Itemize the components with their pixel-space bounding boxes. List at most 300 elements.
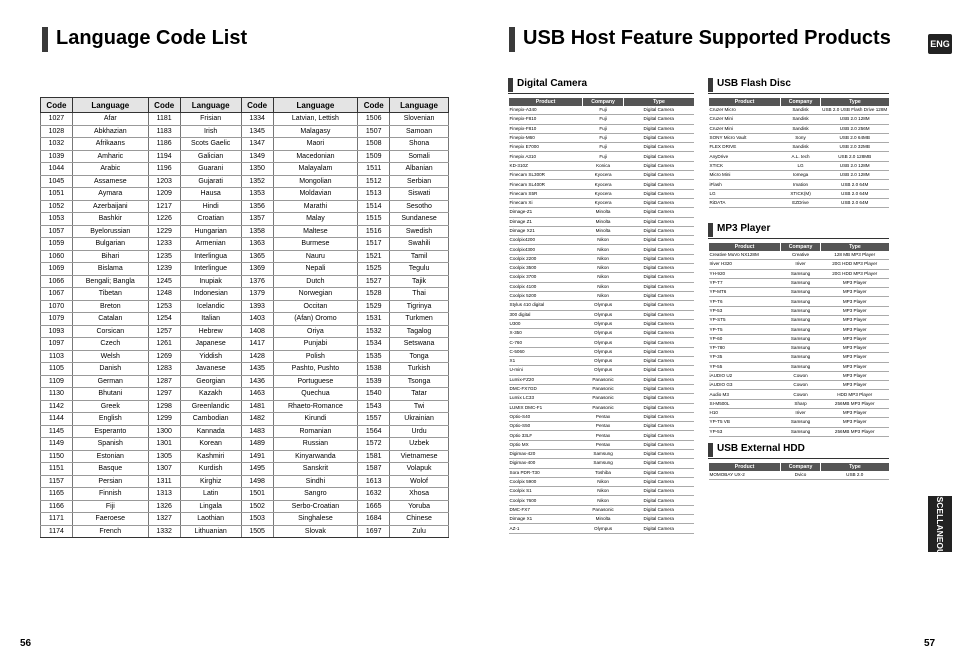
- code-cell: 1697: [358, 525, 390, 538]
- language-cell: Malagasy: [273, 125, 358, 138]
- code-cell: 1239: [148, 263, 180, 276]
- product-cell: Coolpix 2200: [509, 254, 583, 263]
- table-row: [41, 413, 449, 426]
- product-cell: Creative MuVo NX128M: [709, 251, 781, 260]
- language-cell: Spanish: [72, 438, 148, 451]
- company-cell: Toshiba: [583, 468, 624, 477]
- product-cell: X-350: [509, 329, 583, 338]
- table-row: [509, 180, 695, 189]
- language-cell: Italian: [180, 313, 241, 326]
- company-cell: Olympus: [583, 357, 624, 366]
- product-cell: Optio-S40: [509, 412, 583, 421]
- code-cell: 1233: [148, 238, 180, 251]
- type-cell: 256MB MP3 Player: [820, 427, 889, 436]
- table-row: [41, 113, 449, 126]
- language-cell: Uzbek: [390, 438, 449, 451]
- column-header: Product: [509, 98, 583, 106]
- table-row: [509, 198, 695, 207]
- language-cell: Nauru: [273, 250, 358, 263]
- company-cell: Olympus: [583, 338, 624, 347]
- code-cell: 1028: [41, 125, 73, 138]
- type-cell: Digital Camera: [623, 171, 694, 180]
- code-cell: 1307: [148, 463, 180, 476]
- product-cell: Iriver H320: [709, 260, 781, 269]
- language-cell: Tonga: [390, 350, 449, 363]
- company-cell: Samsung: [781, 418, 821, 427]
- type-cell: MP3 Player: [820, 418, 889, 427]
- product-cell: XTICK: [709, 161, 781, 170]
- table-row: [509, 459, 695, 468]
- company-cell: Samsung: [781, 362, 821, 371]
- code-cell: 1503: [241, 513, 273, 526]
- company-cell: Samsung: [781, 269, 821, 278]
- company-cell: Nikon: [583, 245, 624, 254]
- language-cell: Kazakh: [180, 388, 241, 401]
- type-cell: Digital Camera: [623, 301, 694, 310]
- company-cell: Nikon: [583, 273, 624, 282]
- company-cell: Kyocera: [583, 189, 624, 198]
- code-cell: 1557: [358, 413, 390, 426]
- language-cell: Breton: [72, 300, 148, 313]
- table-row: [709, 251, 890, 260]
- company-cell: Fuji: [583, 143, 624, 152]
- type-cell: 128 MB MP3 Player: [820, 251, 889, 260]
- language-cell: Welsh: [72, 350, 148, 363]
- table-row: [709, 353, 890, 362]
- company-cell: Fuji: [583, 133, 624, 142]
- product-cell: YP-35: [709, 353, 781, 362]
- product-table-header: [709, 463, 890, 471]
- type-cell: USB 2.0 128M: [820, 115, 889, 124]
- product-cell: DMC-FX7: [509, 505, 583, 514]
- product-cell: Dimage X21: [509, 226, 583, 235]
- type-cell: Digital Camera: [623, 310, 694, 319]
- table-row: [41, 350, 449, 363]
- code-cell: 1358: [241, 225, 273, 238]
- type-cell: Digital Camera: [623, 198, 694, 207]
- code-cell: 1299: [148, 413, 180, 426]
- code-cell: 1508: [358, 138, 390, 151]
- product-cell: iAUDIO G3: [709, 381, 781, 390]
- language-cell: Catalan: [72, 313, 148, 326]
- language-cell: Greek: [72, 400, 148, 413]
- language-cell: Interlingua: [180, 250, 241, 263]
- product-cell: Optio 33LF: [509, 431, 583, 440]
- language-cell: Xhosa: [390, 488, 449, 501]
- code-cell: 1521: [358, 250, 390, 263]
- product-cell: AZ-1: [509, 524, 583, 533]
- table-row: [509, 319, 695, 328]
- section-title: MP3 Player: [717, 223, 771, 234]
- table-row: [41, 163, 449, 176]
- code-cell: 1311: [148, 475, 180, 488]
- language-cell: Tsonga: [390, 375, 449, 388]
- table-row: [709, 390, 890, 399]
- product-cell: Finecam Xi: [509, 198, 583, 207]
- company-cell: Panasonic: [583, 505, 624, 514]
- code-cell: 1269: [148, 350, 180, 363]
- table-row: [709, 381, 890, 390]
- language-cell: Shona: [390, 138, 449, 151]
- language-cell: Wolof: [390, 475, 449, 488]
- product-table: [708, 463, 889, 480]
- type-cell: Digital Camera: [623, 319, 694, 328]
- table-row: [41, 475, 449, 488]
- code-cell: 1209: [148, 188, 180, 201]
- code-cell: 1070: [41, 300, 73, 313]
- language-cell: Interlingue: [180, 263, 241, 276]
- product-cell: Coolpix4300: [509, 245, 583, 254]
- language-cell: Burmese: [273, 238, 358, 251]
- code-cell: 1540: [358, 388, 390, 401]
- column-header: Company: [781, 463, 821, 471]
- company-cell: Dvico: [781, 471, 821, 480]
- table-row: [709, 325, 890, 334]
- company-cell: Imation: [781, 180, 821, 189]
- language-cell: Assamese: [72, 175, 148, 188]
- company-cell: Fuji: [583, 106, 624, 115]
- code-cell: 1514: [358, 200, 390, 213]
- table-row: [509, 171, 695, 180]
- product-cell: Cruzer Mini: [709, 115, 781, 124]
- code-cell: 1363: [241, 238, 273, 251]
- table-row: [709, 161, 890, 170]
- column-header: Company: [583, 98, 624, 106]
- table-row: [41, 463, 449, 476]
- code-cell: 1144: [41, 413, 73, 426]
- code-cell: 1498: [241, 475, 273, 488]
- table-row: [709, 133, 890, 142]
- code-cell: 1505: [241, 525, 273, 538]
- eng-badge: ENG: [928, 34, 952, 54]
- language-cell: Kashmiri: [180, 450, 241, 463]
- table-row: [709, 427, 890, 436]
- table-row: [509, 505, 695, 514]
- code-cell: 1527: [358, 275, 390, 288]
- code-cell: 1261: [148, 338, 180, 351]
- table-row: [41, 325, 449, 338]
- digital-camera-section: [508, 77, 694, 534]
- company-cell: Panasonic: [583, 403, 624, 412]
- product-cell: Finecam SL400R: [509, 180, 583, 189]
- product-cell: Digimax-420: [509, 449, 583, 458]
- type-cell: Digital Camera: [623, 133, 694, 142]
- code-cell: 1379: [241, 288, 273, 301]
- company-cell: Sandisk: [781, 124, 821, 133]
- code-cell: 1513: [358, 188, 390, 201]
- company-cell: XTICK(M): [781, 189, 821, 198]
- type-cell: Digital Camera: [623, 226, 694, 235]
- language-cell: Tibetan: [72, 288, 148, 301]
- column-header: Product: [709, 463, 781, 471]
- language-cell: Byelorussian: [72, 225, 148, 238]
- language-cell: Sundanese: [390, 213, 449, 226]
- table-row: [509, 143, 695, 152]
- code-cell: 1287: [148, 375, 180, 388]
- table-row: [509, 440, 695, 449]
- product-cell: Finecam S5R: [509, 189, 583, 198]
- language-cell: Frisian: [180, 113, 241, 126]
- language-cell: Korean: [180, 438, 241, 451]
- product-cell: Dimage X1: [509, 515, 583, 524]
- company-cell: Cowon: [781, 390, 821, 399]
- table-row: [709, 297, 890, 306]
- code-cell: 1060: [41, 250, 73, 263]
- product-cell: SONY Micro Vault: [709, 133, 781, 142]
- language-cell: Bashkir: [72, 213, 148, 226]
- table-row: [509, 468, 695, 477]
- code-cell: 1103: [41, 350, 73, 363]
- product-table-header: [709, 243, 890, 251]
- code-cell: 1350: [241, 163, 273, 176]
- code-cell: 1435: [241, 363, 273, 376]
- code-cell: 1229: [148, 225, 180, 238]
- type-cell: Digital Camera: [623, 440, 694, 449]
- language-cell: Setswana: [390, 338, 449, 351]
- type-cell: Digital Camera: [623, 524, 694, 533]
- table-row: [509, 264, 695, 273]
- code-cell: 1145: [41, 425, 73, 438]
- language-cell: Maltese: [273, 225, 358, 238]
- table-row: [709, 371, 890, 380]
- code-cell: 1539: [358, 375, 390, 388]
- language-cell: Kannada: [180, 425, 241, 438]
- product-cell: YP-60: [709, 334, 781, 343]
- code-cell: 1186: [148, 138, 180, 151]
- language-cell: Kinyarwanda: [273, 450, 358, 463]
- language-cell: Occitan: [273, 300, 358, 313]
- product-cell: MOMOBAY UX-2: [709, 471, 781, 480]
- product-table-header: [709, 98, 890, 106]
- table-row: [709, 152, 890, 161]
- code-cell: 1235: [148, 250, 180, 263]
- company-cell: Samsung: [583, 459, 624, 468]
- table-row: [509, 375, 695, 384]
- table-row: [41, 138, 449, 151]
- type-cell: Digital Camera: [623, 180, 694, 189]
- language-cell: English: [72, 413, 148, 426]
- language-cell: Bislama: [72, 263, 148, 276]
- miscellaneous-label: MISCELLANEOUS: [935, 487, 945, 561]
- code-cell: 1482: [241, 413, 273, 426]
- company-cell: Pentax: [583, 412, 624, 421]
- language-cell: Singhalese: [273, 513, 358, 526]
- type-cell: USB 2.0 256M: [820, 124, 889, 133]
- language-cell: Sanskrit: [273, 463, 358, 476]
- language-cell: Russian: [273, 438, 358, 451]
- language-cell: Azerbaijani: [72, 200, 148, 213]
- type-cell: Digital Camera: [623, 208, 694, 217]
- code-cell: 1347: [241, 138, 273, 151]
- type-cell: MP3 Player: [820, 297, 889, 306]
- company-cell: Minolta: [583, 226, 624, 235]
- table-row: [41, 188, 449, 201]
- language-cell: Kirundi: [273, 413, 358, 426]
- language-cell: Bihari: [72, 250, 148, 263]
- type-cell: Digital Camera: [623, 143, 694, 152]
- type-cell: Digital Camera: [623, 375, 694, 384]
- code-cell: 1564: [358, 425, 390, 438]
- language-cell: Cambodian: [180, 413, 241, 426]
- code-cell: 1516: [358, 225, 390, 238]
- product-cell: YP-780: [709, 343, 781, 352]
- code-cell: 1535: [358, 350, 390, 363]
- language-cell: Quechua: [273, 388, 358, 401]
- table-row: [509, 273, 695, 282]
- type-cell: MP3 Player: [820, 334, 889, 343]
- section-title: USB External HDD: [717, 443, 805, 454]
- product-cell: RiDATA: [709, 198, 781, 207]
- code-cell: 1408: [241, 325, 273, 338]
- code-cell: 1052: [41, 200, 73, 213]
- code-cell: 1142: [41, 400, 73, 413]
- table-row: [709, 124, 890, 133]
- language-cell: Hebrew: [180, 325, 241, 338]
- language-cell: Tegulu: [390, 263, 449, 276]
- right-page-title: USB Host Feature Supported Products: [523, 27, 891, 49]
- language-cell: Slovak: [273, 525, 358, 538]
- code-cell: 1353: [241, 188, 273, 201]
- company-cell: Olympus: [583, 329, 624, 338]
- table-row: [509, 422, 695, 431]
- type-cell: Digital Camera: [623, 357, 694, 366]
- code-cell: 1181: [148, 113, 180, 126]
- language-cell: Fiji: [72, 500, 148, 513]
- type-cell: Digital Camera: [623, 394, 694, 403]
- code-cell: 1150: [41, 450, 73, 463]
- type-cell: HDD MP3 Player: [820, 390, 889, 399]
- product-cell: Coolpix 3500: [509, 264, 583, 273]
- table-row: [709, 409, 890, 418]
- code-cell: 1044: [41, 163, 73, 176]
- table-row: [509, 226, 695, 235]
- type-cell: Digital Camera: [623, 273, 694, 282]
- code-cell: 1183: [148, 125, 180, 138]
- company-cell: Konica: [583, 161, 624, 170]
- language-cell: Tamil: [390, 250, 449, 263]
- language-cell: Albanian: [390, 163, 449, 176]
- language-cell: Tatar: [390, 388, 449, 401]
- company-cell: Creative: [781, 251, 821, 260]
- type-cell: USB 2.0 USB Flash Drive 128M: [820, 106, 889, 115]
- code-cell: 1483: [241, 425, 273, 438]
- company-cell: Nikon: [583, 487, 624, 496]
- language-cell: Latvian, Lettish: [273, 113, 358, 126]
- product-cell: LUMIX DMC-F1: [509, 403, 583, 412]
- code-cell: 1105: [41, 363, 73, 376]
- company-cell: Samsung: [781, 297, 821, 306]
- table-row: [41, 225, 449, 238]
- table-row: [41, 525, 449, 538]
- code-cell: 1334: [241, 113, 273, 126]
- table-row: [509, 384, 695, 393]
- code-cell: 1300: [148, 425, 180, 438]
- table-row: [709, 115, 890, 124]
- language-cell: Croatian: [180, 213, 241, 226]
- language-cell: Irish: [180, 125, 241, 138]
- language-cell: Corsican: [72, 325, 148, 338]
- type-cell: Digital Camera: [623, 189, 694, 198]
- code-cell: 1032: [41, 138, 73, 151]
- product-table: [508, 98, 694, 534]
- company-cell: Panasonic: [583, 375, 624, 384]
- table-row: [709, 143, 890, 152]
- company-cell: Sandisk: [781, 106, 821, 115]
- table-row: [41, 288, 449, 301]
- company-cell: Iriver: [781, 260, 821, 269]
- type-cell: MP3 Player: [820, 288, 889, 297]
- table-row: [41, 275, 449, 288]
- table-row: [509, 357, 695, 366]
- company-cell: Cowon: [781, 381, 821, 390]
- code-cell: 1613: [358, 475, 390, 488]
- company-cell: Sony: [781, 133, 821, 142]
- code-cell: 1079: [41, 313, 73, 326]
- table-row: [509, 124, 695, 133]
- product-cell: Coolpix 5900: [509, 477, 583, 486]
- type-cell: Digital Camera: [623, 217, 694, 226]
- column-header: Code: [41, 98, 73, 113]
- language-cell: Dutch: [273, 275, 358, 288]
- company-cell: Olympus: [583, 310, 624, 319]
- language-cell: Afar: [72, 113, 148, 126]
- language-cell: Portuguese: [273, 375, 358, 388]
- company-cell: Nikon: [583, 477, 624, 486]
- code-cell: 1059: [41, 238, 73, 251]
- table-row: [41, 213, 449, 226]
- product-cell: Optio MX: [509, 440, 583, 449]
- page-number-left: 56: [20, 638, 32, 649]
- language-cell: Oriya: [273, 325, 358, 338]
- product-cell: X1: [509, 357, 583, 366]
- code-cell: 1532: [358, 325, 390, 338]
- code-cell: 1332: [148, 525, 180, 538]
- table-row: [41, 388, 449, 401]
- code-cell: 1491: [241, 450, 273, 463]
- company-cell: Samsung: [781, 278, 821, 287]
- type-cell: 20G HDD MP3 Player: [820, 269, 889, 278]
- code-cell: 1489: [241, 438, 273, 451]
- company-cell: A.L. tech: [781, 152, 821, 161]
- company-cell: Minolta: [583, 217, 624, 226]
- language-cell: Armenian: [180, 238, 241, 251]
- language-cell: Bhutani: [72, 388, 148, 401]
- language-cell: Aymara: [72, 188, 148, 201]
- type-cell: Digital Camera: [623, 412, 694, 421]
- code-cell: 1345: [241, 125, 273, 138]
- language-cell: Faeroese: [72, 513, 148, 526]
- language-cell: Sindhi: [273, 475, 358, 488]
- table-row: [41, 300, 449, 313]
- type-cell: Digital Camera: [623, 152, 694, 161]
- section-heading: [708, 442, 889, 459]
- table-row: [509, 403, 695, 412]
- type-cell: USB 2.0 64M: [820, 189, 889, 198]
- type-cell: Digital Camera: [623, 264, 694, 273]
- language-cell: French: [72, 525, 148, 538]
- product-cell: Finepix E7000: [509, 143, 583, 152]
- language-cell: Macedonian: [273, 150, 358, 163]
- product-cell: Coolpix 5200: [509, 291, 583, 300]
- company-cell: Minolta: [583, 208, 624, 217]
- code-cell: 1632: [358, 488, 390, 501]
- product-cell: Finepix-F810: [509, 124, 583, 133]
- language-cell: Scots Gaelic: [180, 138, 241, 151]
- code-cell: 1053: [41, 213, 73, 226]
- product-cell: U-mini: [509, 366, 583, 375]
- type-cell: Digital Camera: [623, 282, 694, 291]
- table-row: [41, 125, 449, 138]
